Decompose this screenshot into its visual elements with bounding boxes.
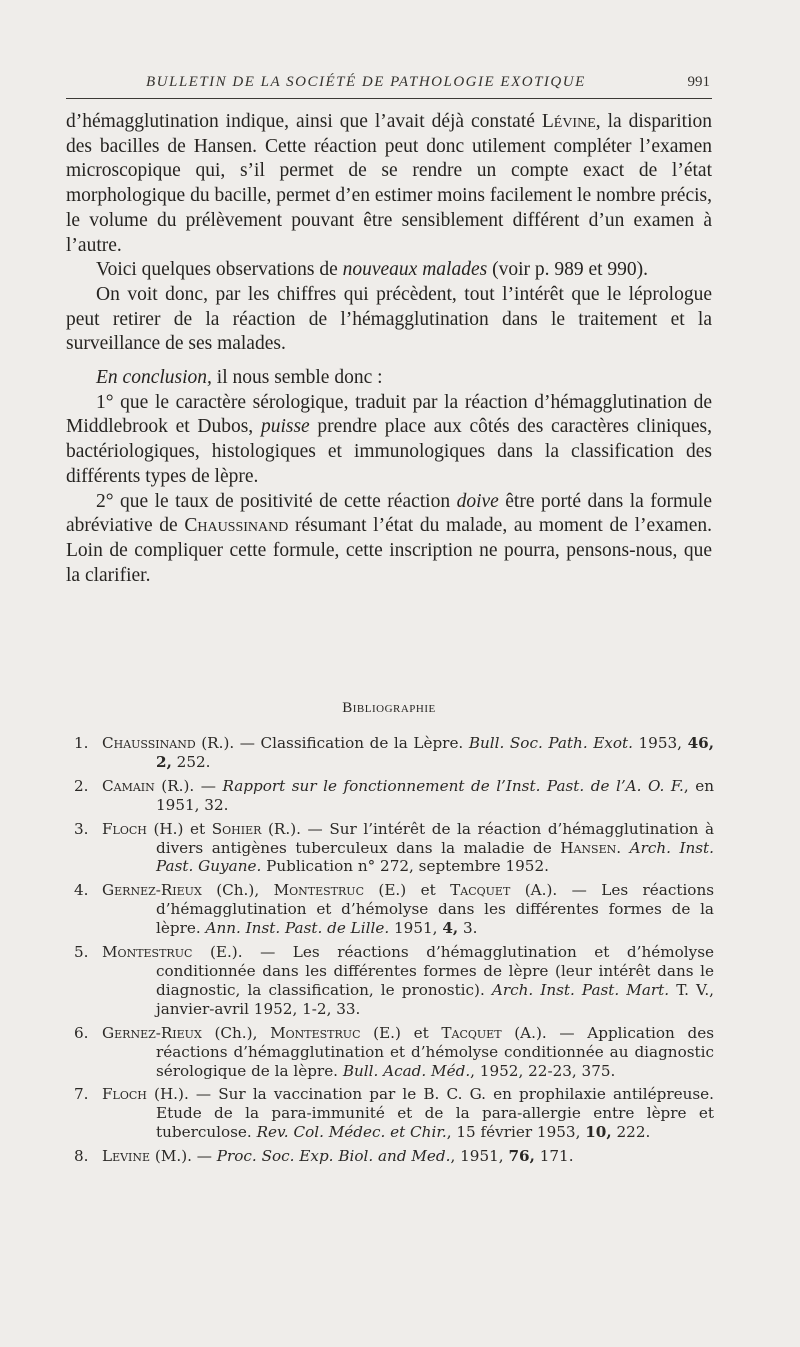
reference-volume: 10,: [585, 1123, 612, 1142]
reference-text: [74, 1023, 715, 1081]
paragraph-4: En conclusion, il nous semble donc :: [96, 367, 383, 389]
reference-detail: 1953,: [632, 734, 688, 752]
reference-journal: Bull. Acad. Méd.: [342, 1061, 471, 1080]
page-number: 991: [687, 74, 710, 90]
bibliography-heading: Bibliographie: [342, 700, 436, 716]
reference-journal: Bull. Soc. Path. Exot.: [468, 734, 633, 752]
reference-number: 2.: [74, 776, 94, 795]
reference-body: (R.). —: [161, 776, 223, 795]
reference-journal: Arch. Inst. Past. Mart.: [491, 980, 670, 999]
reference-text: [74, 776, 714, 815]
reference-detail: Publication n° 272, septembre 1952.: [261, 857, 549, 876]
reference-author: Montestruc: [273, 881, 364, 900]
reference-author: Floch: [102, 1085, 147, 1104]
reference-text: [74, 881, 715, 938]
reference-author: Tacquet: [450, 881, 511, 900]
reference-detail: , 1951,: [450, 1147, 509, 1166]
reference-body: (H.) et: [153, 819, 212, 838]
reference-number: 4.: [74, 881, 94, 900]
reference-number: 8.: [74, 1147, 94, 1166]
running-title: BULLETIN DE LA SOCIÉTÉ DE PATHOLOGIE EXOTIQUE: [146, 74, 586, 90]
reference-author: Gernez-Rieux: [102, 1023, 202, 1042]
reference-text: [74, 943, 715, 1019]
page-header: [66, 68, 712, 99]
reference-author: Floch: [102, 819, 147, 838]
reference-body: (E.). — Les réactions d’hémagglutination et d’hémolyse conditionnée dans les différentes formes de lèpre (leur intérêt dans le diagnostic, la classification, le pronostic).: [156, 943, 715, 999]
paragraph-3: On voit donc, par les chiffres qui précèdent, tout l’intérêt que le léprologue peut retirer de la réaction de l’hémagglutination dans le traitement et la surveillance de ses malades.: [66, 283, 712, 355]
reference-text: [74, 734, 715, 772]
reference-item: [74, 734, 714, 772]
reference-journal: Arch. Inst. Past. Guyane.: [156, 838, 714, 876]
reference-item: [74, 820, 714, 877]
reference-pages: 171.: [534, 1147, 574, 1166]
reference-item: [74, 777, 714, 815]
reference-detail: T. V., janvier-avril 1952, 1-2, 33.: [156, 980, 714, 1018]
reference-author: Gernez-Rieux: [102, 881, 202, 900]
reference-item: [74, 881, 714, 938]
reference-author: Camain: [102, 776, 155, 795]
reference-author: Chaussinand: [102, 734, 196, 752]
reference-list: [74, 734, 714, 1171]
reference-author: Hansen.: [560, 838, 622, 857]
reference-text: [74, 1085, 714, 1142]
reference-detail: , en 1951, 32.: [156, 776, 714, 814]
reference-author: Montestruc: [102, 943, 193, 962]
reference-detail: , 1952, 22-23, 375.: [470, 1061, 616, 1080]
paragraph-6: 2° que le taux de positivité de cette réaction doive être porté dans la formule abréviative de Chaussinand résumant l’état du malade, au moment de l’examen. Loin de compliquer cette formule, cette inscription ne pourra, pensons-nous, que la clarifier.: [66, 490, 712, 586]
reference-body: (A.). — Les réactions d’hémagglutination et d’hémolyse dans les différentes formes de la lèpre.: [156, 881, 715, 938]
reference-body: (R.). — Classification de la Lèpre.: [201, 734, 469, 752]
reference-author: Tacquet: [441, 1023, 502, 1042]
reference-author: Levine: [102, 1147, 151, 1166]
reference-volume: 46, 2,: [156, 734, 715, 771]
reference-volume: 76,: [508, 1147, 535, 1166]
reference-volume: 4,: [442, 919, 459, 938]
reference-number: 1.: [74, 734, 94, 752]
reference-journal: Ann. Inst. Past. de Lille.: [205, 919, 390, 938]
reference-body: (M.). —: [154, 1147, 217, 1166]
reference-journal: Rapport sur le fonctionnement de l’Inst. Past. de l’A. O. F.: [222, 776, 684, 795]
reference-number: 6.: [74, 1023, 94, 1042]
reference-item: [74, 943, 714, 1019]
paragraph-1: d’hémagglutination indique, ainsi que l’avait déjà constaté Lévine, la disparition des bacilles de Hansen. Cette réaction peut donc utilement compléter l’examen microscopique qui, s’il permet de se rendre un compte exact de l’état morphologique du bacille, permet d’en estimer moins facilement le nombre précis, le volume du prélèvement pouvant être sensiblement différent d’un examen à l’autre.: [66, 111, 713, 256]
reference-journal: Proc. Soc. Exp. Biol. and Med.: [216, 1147, 451, 1166]
reference-body: (E.) et: [378, 881, 451, 900]
reference-item: [74, 1085, 714, 1142]
paragraph-2: Voici quelques observations de nouveaux malades (voir p. 989 et 990).: [96, 259, 649, 281]
reference-body: (E.) et: [373, 1023, 442, 1042]
reference-item: [74, 1024, 714, 1081]
reference-pages: 252.: [171, 752, 211, 771]
reference-detail: 1951,: [389, 919, 443, 938]
reference-pages: 222.: [611, 1123, 651, 1142]
reference-author: Sohier: [211, 819, 262, 838]
reference-item: [74, 1147, 714, 1166]
reference-text: [74, 819, 715, 877]
reference-text: [74, 1147, 714, 1166]
reference-number: 3.: [74, 819, 94, 838]
body-text: [66, 110, 712, 588]
reference-body: (R.). — Sur l’intérêt de la réaction d’hémagglutination à divers antigènes tuberculeux dans la maladie de: [156, 819, 715, 857]
reference-body: (A.). — Application des réactions d’hémagglutination et d’hémolyse conditionnée au diagnostic sérologique de la lèpre.: [156, 1023, 715, 1080]
reference-journal: Rev. Col. Médec. et Chir.: [256, 1123, 447, 1142]
reference-pages: 3.: [458, 919, 478, 938]
author-name: Lévine: [541, 111, 596, 132]
paragraph-5: 1° que le caractère sérologique, traduit par la réaction d’hémagglutination de Middlebrook et Dubos, puisse prendre place aux côtés des caractères cliniques, bactériologiques, histologiques et immunologiques dans la classification des différents types de lèpre.: [66, 391, 712, 487]
reference-detail: , 15 février 1953,: [446, 1123, 586, 1142]
reference-body: (Ch.),: [214, 1023, 271, 1042]
reference-number: 7.: [74, 1085, 94, 1104]
reference-body: (H.). — Sur la vaccination par le B. C. G. en prophilaxie antilépreuse. Etude de la para-immunité et de la para-allergie entre lèpre et tuberculose.: [154, 1085, 714, 1142]
reference-author: Montestruc: [270, 1023, 361, 1042]
reference-body: (Ch.),: [216, 881, 274, 900]
reference-number: 5.: [74, 943, 94, 962]
